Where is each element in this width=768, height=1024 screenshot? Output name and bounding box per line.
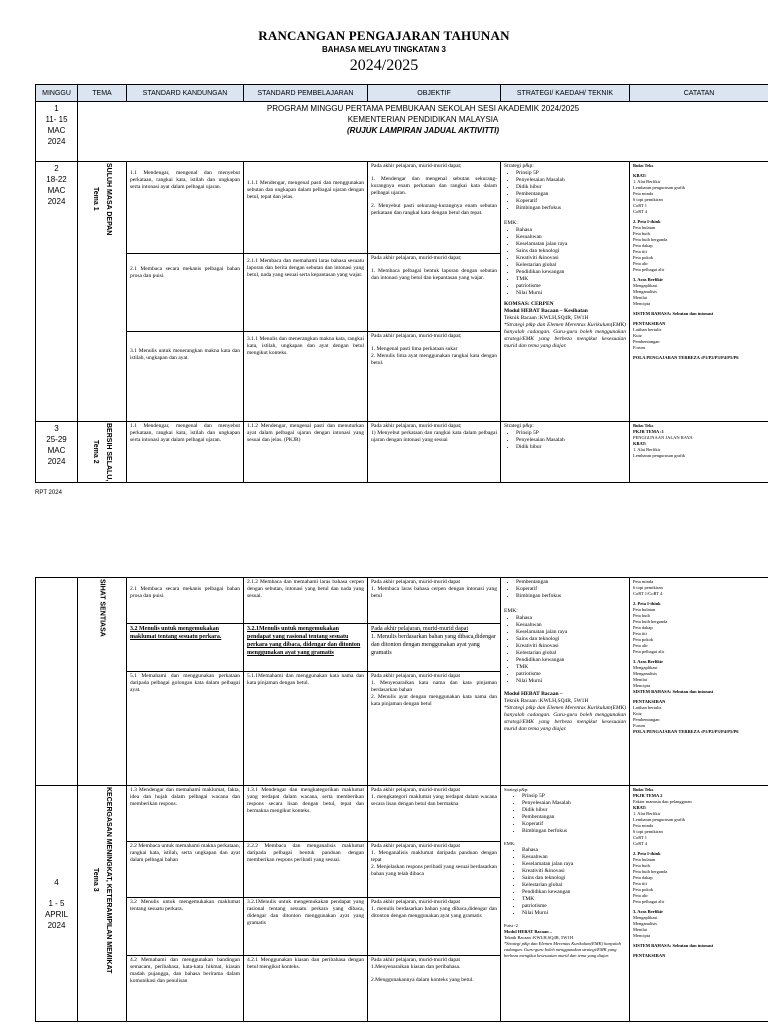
week2-sk-3: 3.1 Menulis untuk menerangkan makna kata dan istilah, ungkapan dan ayat. — [127, 332, 244, 422]
table-row-week4-a — [36, 786, 768, 842]
week2-cell: 2 18-22 MAC 2024 — [36, 162, 78, 422]
document-subtitle: BAHASA MELAYU TINGKATAN 3 — [321, 45, 446, 54]
week2-tema: Tema 1 SULUH MASA DEPAN — [78, 162, 127, 422]
p2-minggu-cell — [36, 578, 78, 786]
week4-catatan: Buku Teks PKJR TEMA 2 Faktor manusia dan pelanggaran KBAT: 1. Alat Berfikir Lembaran pengurusan grafik Peta minda 6 topi pemikiran CoRT 1 CoRT 4 2. Peta I-think Peta bulatan Peta buih Peta buih berganda Peta dakap Peta titi Peta pokok Peta alir Peta pelbagai alir 3. Aras Berfikir Mengaplikasi Menganalisis Menilai Mencipta SISTEM BAHASA: Sebutan dan intonasi PENTAKSIRAN — [630, 786, 768, 1022]
week3-cell: 3 25-29 MAC 2024 — [36, 422, 78, 483]
week3-obj: Pada akhir pelajaran, murid-murid dapat; 1) Menyebut perkataan dan rangkai kata dalam pelbagai ujaran dengan intonasi yang sesuai — [368, 422, 501, 483]
col-header-sp: STANDARD PEMBELAJARAN — [244, 85, 368, 102]
week4-cell: 4 1 - 5 APRIL 2024 — [36, 786, 78, 1022]
week4-obj-1: Pada akhir pelajaran, murid-murid dapat 1. mengkategori maklumat yang terdapat dalam wacana secara lisan dengan betul dan bermakna — [368, 786, 501, 842]
week2-catatan: Buku Teks KBAT: 1. Alat Berfikir Lembaran pengurusan grafik Peta minda 6 topi pemikiran CoRT 1 CoRT 4 2. Peta I-think Peta bulatan Peta buih Peta buih berganda Peta dakap Peta titi Peta pokok Peta alir Peta pelbagai alir 3. Aras Berfikir Mengaplikasi Menganalisis Menilai Mencipta SISTEM BAHASA: Sebutan dan intonasi PENTAKSIRAN Latihan bertulis Kuiz Pembentangan Forum POLA PENGAJARAN TERBEZA :P1/P2/P3/P4/P5/P6 — [630, 162, 768, 422]
week4-obj-4: Pada akhir pelajaran, murid-murid dapat 1.Menyenaraikan kiasan dan peribahasa. 2.Menggunakannya dalam konteks yang betul. — [368, 956, 501, 1022]
week2-obj-1: Pada akhir pelajaran, murid-murid dapat; 1. Mendengar dan mengenal sebutan sekurang-kurangnya enam perkataan dan rangkai kata dalam pelbagai ujaran. 2. Menyebut pasti sekurang-kurangnya enam sebutan perkataan dan rangkai kata dengan betul dan tepat. — [368, 162, 501, 254]
p2-sp-2: 3.2.1Menulis untuk mengemukakan pendapat yang rasional tentang sesuatu perkara yang dibaca, didengar dan ditonton menggunakan ayat yang gramatis — [244, 624, 368, 672]
col-header-sk: STANDARD KANDUNGAN — [127, 85, 244, 102]
week4-sp-4: 4.2.1 Menggunakan kiasan dan peribahasa dengan betul mengikut konteks. — [244, 956, 368, 1022]
p2-sp-1: 2.1.2 Membaca dan memahami laras bahasa cerpen dengan sebutan, intonasi yang betul dan nada yang sesuai. — [244, 578, 368, 624]
week2-sp-2: 2.1.1 Membaca dan memahami laras bahasa sesuatu laporan dan berita dengan sebutan dan intonasi yang betul, nada yang sesuai serta kepantasan yang wajar. — [244, 254, 368, 332]
p2-strategi: • Pembentangan • Koperatif • Bimbingan berfokus EMK: • Bahasa • Kesuahwan • Keselamatan jalan raya • Sains dan teknologi • Kreativiti &inovasi • Kelestarian global • Pendidikan kewangan • TMK • patriotisme • Nilai Murni Modul HEBAT Bacaan – Teknik Bacaan :KWLH,SQ4R, 5W1H *Strategi p&p dan Elemen Merentas Kurikulum(EMK) hanyalah cadangan. Guru-guru boleh menggunakan strategi/EMK yang berbeza mengikut kesesuaian murid dan tema yang diajar. — [501, 578, 630, 786]
week4-sk-1: 1.3 Mendengar dan memahami maklumat, fakta, idea dan hujah dalam pelbagai wacana dan memberikan respons. — [127, 786, 244, 842]
week4-sp-3: 3.2.1Menulis untuk mengemukakan pendapat yang rasional tentang sesuatu perkara yang dibaca, didengar dan ditonton menggunakan ayat yang gramatis — [244, 898, 368, 956]
col-header-minggu: MINGGU — [36, 85, 78, 102]
p2-sk-3: 5.1 Memahami dan menggunakan perkataan daripada pelbagai golongan kata dalam pelbagai ayat. — [127, 672, 244, 786]
week4-sp-1: 1.3.1 Mendengar dan mengkategorikan maklumat yang terdapat dalam wacana, serta memberikan respons secara lisan dengan betul, tepat dan bermakna mengikut konteks. — [244, 786, 368, 842]
col-header-objektif: OBJEKTIF — [368, 85, 501, 102]
col-header-strategi: STRATEGI/ KAEDAH/ TEKNIK — [501, 85, 630, 102]
p2-catatan: Peta minda 6 topi pemikiran CoRT 1/CoRT 4 2. Peta I-think Peta bulatan Peta buih Peta buih berganda Peta dakap Peta titi Peta pokok Peta alir Peta pelbagai alir 3. Aras Berfikir Mengaplikasi Menganalisis Menilai Mencipta SISTEM BAHASA: Sebutan dan intonasi PENTAKSIRAN Latihan bertulis Kuiz Pembentangan Forum POLA PENGAJARAN TERBEZA :P1/P2/P3/P4/P5/P6 — [630, 578, 768, 786]
p2-sp-3: 5.1.1Memahami dan menggunakan kata nama dan kata pinjaman dengan betul. — [244, 672, 368, 786]
week4-sk-2: 2.2 Membaca untuk memahami makna perkataan, rangkai kata, istilah, serta ungkapan dan ayat dalam pelbagai bahan — [127, 842, 244, 898]
week4-tema: Tema 3 KECERGASAN MENINGKAT, KETERAMPILAN MEMIKAT — [78, 786, 127, 1022]
week4-sp-2: 2.2.2 Membaca dan menganalisis maklumat daripada pelbagai bentuk panduan dengan memberikan respons peribadi yang sesuai. — [244, 842, 368, 898]
week1-cell: 1 11- 15 MAC 2024 — [36, 102, 78, 162]
p2-tema: SIHAT SENTIASA — [78, 578, 127, 786]
week4-strategi: Strategi p&p: • Prinsip 5P • Penyelesaian Masalah • Didik hibur • Pembentangan • Koperatif • Bimbingan berfokus EMK: • Bahasa • Kesuahwan • Keselamatan jalan raya • Kreativiti &inovasi • Sains dan teknologi • Kelestarian global • Pendidikan kewangan • TMK • patriotisme • Nilai Murni Puisi -2 Modul HEBAT Bacaan – Teknik Bacaan :KWLH,SQ4R, 5W1H *Strategi p&p dan Elemen Merentas Kurikulum(EMK) hanyalah cadangan. Guru-guru boleh menggunakan strategi/EMK yang berbeza mengikut kesesuaian murid dan tema yang diajar. — [501, 786, 630, 1022]
p2-obj-3: Pada akhir pelajaran, murid-murid dapat 1. Menyenaraikan kata nama dan kata pinjaman berdasarkan bahan 2. Menulis ayat dengan menggunakan kata nama dan kata pinjaman dengan betul — [368, 672, 501, 786]
week2-obj-2: Pada akhir pelajaran, murid-murid dapat; 1. Membaca pelbagai bentuk laporan dengan sebutan dan intonasi yang betul dan kepantasan yang wajar. — [368, 254, 501, 332]
p2-obj-2: Pada akhir pelajaran, murid-murid dapat 1. Menulis berdasarkan bahan yang dibaca,didengar dan ditonton dengan menggunakan ayat yang gramatis — [368, 624, 501, 672]
document-title: RANCANGAN PENGAJARAN TAHUNAN — [258, 28, 510, 43]
week2-sp-1: 1.1.1 Mendengar, mengenal pasti dan menggunakan sebutan dan ungkapan dalam pelbagai ujaran dengan betul, tepat dan jelas. — [244, 162, 368, 254]
week3-sp: 1.1.2 Mendengar, mengenal pasti dan menuturkan ayat dalam pelbagai ujaran dengan intonasi yang sesuai dan jelas. (PKJR) — [244, 422, 368, 483]
p2-sk-1: 2.1 Membaca secara mekanis pelbagai bahan prosa dan puisi. — [127, 578, 244, 624]
week2-obj-3: Pada akhir pelajaran, murid-murid dapat; 1. Mengenal pasti lima perkataan sukar 2. Menulis lima ayat menggunakan rangkai kata dengan betul. — [368, 332, 501, 422]
p2-obj-1: Pada akhir pelajaran, murid-murid dapat 1. Membaca laras bahasa cerpen dengan intonasi yang betul — [368, 578, 501, 624]
rpt-table-page1 — [35, 84, 768, 483]
table-row-week1 — [36, 102, 768, 162]
week4-sk-3: 3.2 Menulis untuk mengemukakan maklumat tentang sesuatu perkara. — [127, 898, 244, 956]
col-header-catatan: CATATAN — [630, 85, 768, 102]
week2-sp-3: 3.1.1 Menulis dan menerangkan makna kata, rangkai kata, istilah, ungkapan dan ayat dengan betul mengikut konteks. — [244, 332, 368, 422]
week2-strategi: Strategi p&p: • Prinsip 5P • Penyelesaian Masalah • Didik hibur • Pembentangan • Koperatif • Bimbingan berfokus EMK: • Bahasa • Kesuahwan • Keselamatan jalan raya • Sains dan teknologi • Kreativiti &inovasi • Kelestarian global • Pendidikan kewangan • TMK • patriotisme • Nilai Murni KOMSAS: CERPEN Modul HEBAT Bacaan – Kesihatan Teknik Bacaan :KWLH,SQ4R, 5W1H *Strategi p&p dan Elemen Merentas Kurikulum(EMK) hanyalah cadangan. Guru-guru boleh menggunakan strategi/EMK yang berbeza mengikut kesesuaian murid dan tema yang diajar. — [501, 162, 630, 422]
document-year: 2024/2025 — [349, 57, 419, 74]
table-row-week2-a — [36, 162, 768, 254]
week3-catatan: Buku Teks PKJR TEMA :1 PENGGUNAAN JALAN RAYA KBAT: 1. Alat Berfikir Lembaran pengurusan grafik — [630, 422, 768, 483]
week3-sk: 1.1 Mendengar, mengenal dan menyebut perkataan, rangkai kata, istilah dan ungkapan serta intonasi ayat dalam pelbagai ujaran. — [127, 422, 244, 483]
week2-sk-1: 1.1 Mendengar, mengenal dan menyebut perkataan, rangkai kata, istilah dan ungkapan serta intonasi ayat dalam pelbagai ujaran. — [127, 162, 244, 254]
week1-program: PROGRAM MINGGU PERTAMA PEMBUKAAN SEKOLAH SESI AKADEMIK 2024/2025 KEMENTERIAN PENDIDIKAN MALAYSIA (RUJUK LAMPIRAN JADUAL AKTIVITTI) — [78, 102, 768, 162]
week3-strategi: Strategi p&p: • Prinsip 5P • Penyelesaian Masalah • Didik hibur — [501, 422, 630, 483]
week4-sk-4: 4.2 Memahami dan menggunakan bandingan semacam, peribahasa, kata-kata hikmat, kiasan madah pujangga, dan bahasa berirama dalam komunikasi dan penulisan — [127, 956, 244, 1022]
week3-tema: Tema 2 BERSIH SELALU, — [78, 422, 127, 483]
week4-obj-3: Pada akhir pelajaran, murid-murid dapat 1. menulis berdasarkan bahan yang dibaca,didengar dan ditonton dengan menggunakan ayat yang gramatis — [368, 898, 501, 956]
col-header-tema: TEMA — [78, 85, 127, 102]
table-header-row — [36, 85, 768, 102]
p2-sk-2: 3.2 Menulis untuk mengemukakan maklumat tentang sesuatu perkara. — [127, 624, 244, 672]
rpt-table-page2 — [35, 577, 768, 1022]
page-footer: RPT 2024 — [35, 490, 62, 496]
table-row-week3 — [36, 422, 768, 483]
week2-sk-2: 2.1 Membaca secara mekanis pelbagai bahan prosa dan puisi. — [127, 254, 244, 332]
table-row-p2-a — [36, 578, 768, 624]
week4-obj-2: Pada akhir pelajaran, murid-murid dapat 1. Menganalisis maklumat daripada panduan dengan tepat 2. Menjelaskan respons peribadi yang sesuai berdasarkan bahan yang telah dibaca — [368, 842, 501, 898]
